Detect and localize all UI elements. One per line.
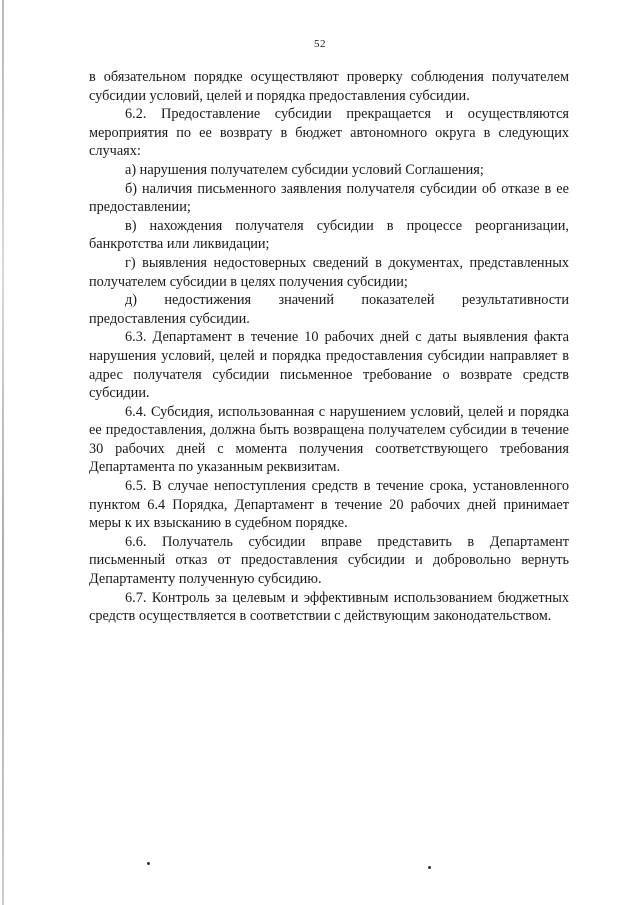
paragraph-6-3: 6.3. Департамент в течение 10 рабочих дней с даты выявления факта нарушения условий, целей и порядка предоставления субсидии направляет в адрес получателя субсидии письменное требование о возврате средств субсидии. [89, 329, 569, 402]
list-item-g: г) выявления недостоверных сведений в документах, представленных получателем субсидии в целях получения субсидии; [89, 254, 569, 290]
page-number: 52 [314, 38, 326, 50]
paragraph-continuation: в обязательном порядке осуществляют проверку соблюдения получателем субсидии условий, целей и порядка предоставления субсидии. [89, 69, 569, 104]
paragraph-6-2: 6.2. Предоставление субсидии прекращается и осуществляются мероприятия по ее возврату в бюджет автономного округа в следующих случаях: [89, 106, 569, 160]
scan-edge [2, 0, 4, 905]
scan-speck [428, 866, 431, 869]
paragraph-6-7: 6.7. Контроль за целевым и эффективным использованием бюджетных средств осуществляется в соответствии с действующим законодательством. [89, 589, 569, 625]
list-item-a: а) нарушения получателем субсидии условий Соглашения; [125, 161, 484, 178]
list-item-d: д) недостижения значений показателей результативности предоставления субсидии. [89, 292, 569, 327]
paragraph-6-6: 6.6. Получатель субсидии вправе представить в Департамент письменный отказ от предоставления субсидии и добровольно вернуть Департаменту полученную субсидию. [89, 533, 569, 588]
scan-speck [147, 862, 150, 865]
paragraph-6-5: 6.5. В случае непоступления средств в течение срока, установленного пунктом 6.4 Порядка, Департамент в течение 20 рабочих дней принимает меры к их взысканию в судебном порядке. [89, 478, 569, 532]
document-body [89, 68, 569, 626]
paragraph-6-4: 6.4. Субсидия, использованная с нарушением условий, целей и порядка ее предоставления, должна быть возвращена получателем субсидии в течение 30 рабочих дней с момента получения соответствующего требования Департамента по указанным реквизитам. [89, 403, 569, 476]
list-item-v: в) нахождения получателя субсидии в процессе реорганизации, банкротства или ликвидации; [89, 217, 569, 253]
list-item-b: б) наличия письменного заявления получателя субсидии об отказе в ее предоставлении; [89, 180, 569, 216]
